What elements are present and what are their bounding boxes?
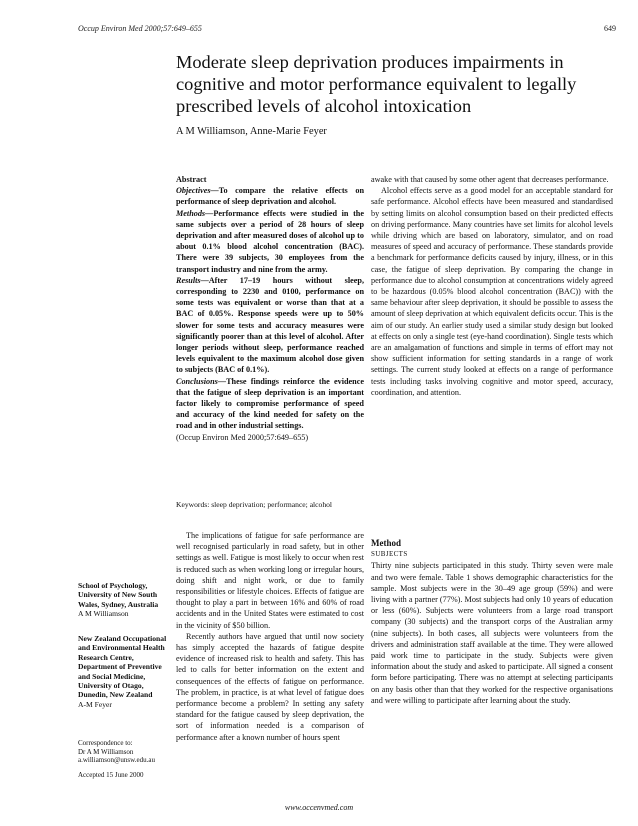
conclusions-label: Conclusions— bbox=[176, 376, 227, 386]
method-column bbox=[371, 530, 613, 706]
methods-text: Performance effects were studied in the same subjects over a period of 28 hours of sleep deprivation and after measured doses of alcohol up to about 0.1% blood alcohol concentration (BAC). There were 39 subjects, 30 employees from the transport industry and nine from the army. bbox=[176, 208, 364, 274]
journal-citation-header: Occup Environ Med 2000;57:649–655 bbox=[78, 24, 202, 33]
abstract-objectives bbox=[176, 185, 364, 207]
results-label: Results— bbox=[176, 275, 209, 285]
abstract bbox=[176, 174, 364, 443]
section-heading-method: Method bbox=[371, 538, 401, 548]
affiliation-1 bbox=[78, 581, 173, 619]
footer-url[interactable]: www.occenvmed.com bbox=[284, 803, 354, 812]
results-text: After 17–19 hours without sleep, corresponding to 2230 and 0100, performance on some tests was equivalent or worse than that at a BAC of 0.05%. Response speeds were up to 50% slower for some tests and accuracy measures were significantly poorer than at this level of alcohol. After longer periods without sleep, performance reached levels equivalent to the maximum alcohol dose given to subjects (BAC of 0.1%). bbox=[176, 275, 364, 375]
accepted-date: Accepted 15 June 2000 bbox=[78, 771, 144, 779]
objectives-text: To compare the relative effects on performance of sleep deprivation and alcohol. bbox=[176, 186, 364, 207]
paragraph: The implications of fatigue for safe performance are well recognised particularly in road safety, but in other settings as well. Fatigue is most likely to occur when rest is reduced such as when working long or irregular hours, doing shift and night work, or due to family responsibilities or lifestyle choices. Effects of fatigue are thought to play a part in between 16% and 60% of road accidents and in the United States were estimated to cost in the vicinity of $50 billion. bbox=[176, 531, 364, 630]
affiliation-2 bbox=[78, 634, 173, 709]
paragraph: awake with that caused by some other agent that decreases performance. bbox=[371, 175, 609, 184]
correspondence bbox=[78, 739, 173, 765]
intro-right-column bbox=[371, 174, 613, 398]
correspondence-email[interactable]: a.williamson@unsw.edu.au bbox=[78, 756, 155, 765]
affiliation-2-name: New Zealand Occupational and Environmental Health Research Centre, Department of Preventive and Social Medicine, University of Otago, Dunedin, New Zealand bbox=[78, 634, 167, 700]
affiliation-1-name: School of Psychology, University of New South Wales, Sydney, Australia bbox=[78, 581, 159, 609]
conclusions-text: These findings reinforce the evidence that the fatigue of sleep deprivation is an important factor likely to compromise performance of speed and accuracy of the kind needed for safety on the road and in other industrial settings. bbox=[176, 376, 364, 431]
abstract-results bbox=[176, 275, 364, 376]
subsection-heading-subjects: SUBJECTS bbox=[371, 550, 408, 559]
affiliation-1-author: A M Williamson bbox=[78, 609, 129, 619]
abstract-citation: (Occup Environ Med 2000;57:649–655) bbox=[176, 432, 309, 442]
objectives-label: Objectives— bbox=[176, 186, 219, 196]
affiliation-2-author: A-M Feyer bbox=[78, 699, 112, 709]
page-number: 649 bbox=[604, 24, 616, 33]
correspondence-label: Correspondence to: bbox=[78, 739, 133, 747]
abstract-conclusions bbox=[176, 376, 364, 432]
correspondence-name: Dr A M Williamson bbox=[78, 747, 134, 756]
paragraph: Thirty nine subjects participated in this study. Thirty seven were male and two were female. Table 1 shows demographic characteristics for the sample. Most subjects were in the 30–49 age group (59%) and were living with a partner (77%). Most subjects had only 10 years of education or less (60%). Subjects were volunteers from a large road transport company (30 subjects) and the transport corps of the Australian army (nine subjects). In both cases, all subjects were volunteers from the drivers and administration staff available at the time. They were allowed paid work time to participate in the study. Subjects were given information about the study and asked to participate. All signed a consent form before participating. There was no attempt at selecting participants on any basis other than that they worked for the respective organisations and were willing to participate after learning about the study. bbox=[371, 561, 613, 705]
article-authors: A M Williamson, Anne-Marie Feyer bbox=[176, 126, 327, 137]
paragraph: Alcohol effects serve as a good model for an acceptable standard for safe performance. Alcohol effects have been measured and standardised by setting limits on alcohol consumption based on their predicted effects on driving performance. Many countries have set limits for alcohol levels while driving which are based on laboratory, simulator, and on road measures of speed and accuracy of performance. These standards provide a benchmark for performance deficits caused by injury, illness, or in this case, the fatigue of sleep deprivation. By comparing the change in performance due to alcohol consumption at concentrations widely agreed to be hazardous (0.05% blood alcohol concentration (BAC)) with the same behaviour after sleep deprivation, it should be possible to assess the amount of sleep deprivation at which equivalent deficits occur. This is the aim of our study. An earlier study used a similar study design but looked at effects on only a single test (eye-hand coordination). Single tests which are an amalgamation of functions and simple in terms of effort may not show sufficient information for setting standards in a range of work settings. The current study looked at effects on a range of performance tests including tasks involving cognitive and motor speed, accuracy, coordination, and attention. bbox=[371, 186, 613, 397]
article-title: Moderate sleep deprivation produces impairments in cognitive and motor performance equivalent to legally prescribed levels of alcohol intoxication bbox=[176, 52, 577, 116]
keywords: Keywords: sleep deprivation; performance; alcohol bbox=[176, 500, 333, 509]
paragraph: Recently authors have argued that until now society has simply accepted the hazards of fatigue despite evidence of increased risk to health and safety. This has led to calls for better information on the extent and consequences of the effects of fatigue on performance. The problem, in practice, is at what level of fatigue does performance become a problem? In setting any safety standard for the fatigue caused by sleep deprivation, the sort of information needed is a comparison of performance after a known number of hours spent bbox=[176, 631, 364, 742]
abstract-methods bbox=[176, 208, 364, 275]
abstract-heading: Abstract bbox=[176, 175, 207, 184]
methods-label: Methods— bbox=[176, 208, 214, 218]
intro-left-column bbox=[176, 530, 364, 743]
